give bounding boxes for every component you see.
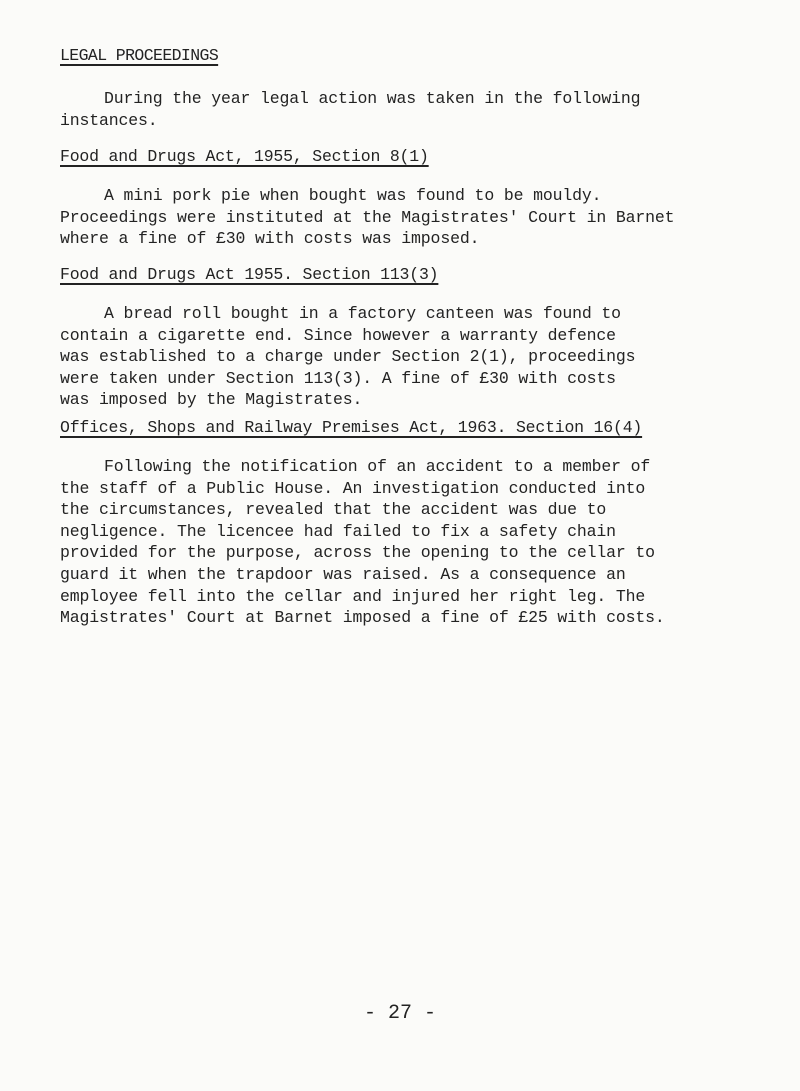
paragraph-line: negligence. The licencee had failed to fix a safety chain — [60, 521, 616, 541]
page-title: LEGAL PROCEEDINGS — [60, 46, 219, 65]
paragraph-line: employee fell into the cellar and injured her right leg. The — [60, 586, 646, 606]
paragraph-line: the circumstances, revealed that the accident was due to — [60, 500, 607, 520]
paragraph-line: Magistrates' Court at Barnet imposed a fine of £25 with costs. — [60, 608, 665, 628]
section-paragraph-food-drugs-113-3 — [60, 303, 800, 411]
page-number: - 27 - — [363, 1002, 436, 1025]
paragraph-line: guard it when the trapdoor was raised. As a consequence an — [60, 564, 626, 584]
section-paragraph-offices-shops-16-4 — [60, 456, 800, 629]
paragraph-line: A bread roll bought in a factory canteen was found to — [104, 304, 621, 323]
paragraph-line: where a fine of £30 with costs was imposed. — [60, 229, 480, 249]
section-heading-food-drugs-8-1: Food and Drugs Act, 1955, Section 8(1) — [60, 147, 429, 166]
section-heading-offices-shops-16-4: Offices, Shops and Railway Premises Act, 1963. Section 16(4) — [60, 418, 643, 437]
paragraph-line: were taken under Section 113(3). A fine of £30 with costs — [60, 368, 616, 388]
intro-paragraph — [60, 88, 800, 131]
paragraph-line: Proceedings were instituted at the Magistrates' Court in Barnet — [60, 207, 675, 227]
paragraph-line: provided for the purpose, across the opening to the cellar to — [60, 543, 655, 563]
paragraph-line: was imposed by the Magistrates. — [60, 390, 363, 410]
paragraph-line: the staff of a Public House. An investigation conducted into — [60, 478, 646, 498]
paragraph-line: instances. — [60, 110, 158, 130]
section-heading-food-drugs-113-3: Food and Drugs Act 1955. Section 113(3) — [60, 265, 439, 284]
paragraph-line: was established to a charge under Section 2(1), proceedings — [60, 347, 636, 367]
paragraph-line: contain a cigarette end. Since however a warranty defence — [60, 325, 616, 345]
section-paragraph-food-drugs-8-1 — [60, 185, 800, 250]
paragraph-line: Following the notification of an accident to a member of — [104, 457, 651, 476]
paragraph-line: A mini pork pie when bought was found to be mouldy. — [104, 186, 602, 205]
paragraph-line: During the year legal action was taken in the following — [104, 89, 641, 108]
